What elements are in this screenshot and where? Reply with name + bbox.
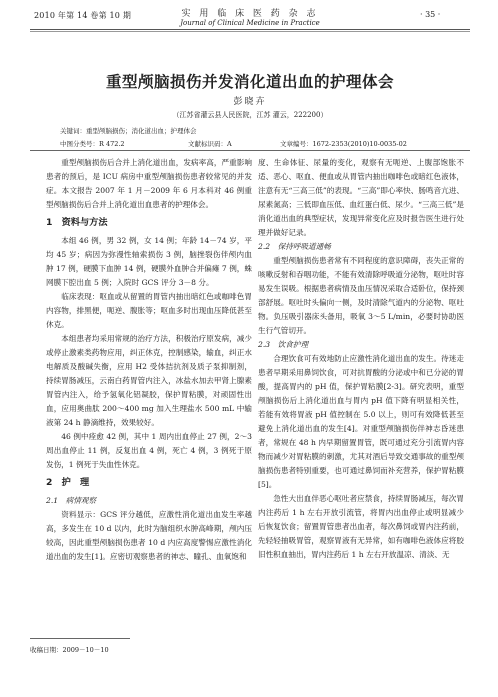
page-number: · 35 · xyxy=(420,10,441,19)
subsection-heading: 2.1 病情观察 xyxy=(46,496,97,505)
meta-rule xyxy=(30,150,470,151)
header-rule-thin xyxy=(30,31,470,32)
journal-name-en: Journal of Clinical Medicine in Practice xyxy=(180,19,320,27)
paragraph: 本组患者均采用常规的治疗方法，积极治疗原发病，减少或停止激素类药物应用，纠正休克，控制感染，输血，纠正水电解质及酸碱失衡，应用 H2 受体拮抗剂及质子泵抑制剂，持续胃肠减压，云南白药胃管内注入，冰盐水加去甲肾上腺素胃管内注入，给予氢氧化铝凝胶，保护胃粘膜，对顽固性出血，应用奥曲肽 200～400 mg 加入生理盐水 500 mL 中输液第 24 h 静滴维持，效果较好。 xyxy=(46,334,252,427)
paragraph: 46 例中痊愈 42 例，其中 1 周内出血停止 27 例，2～3 周出血停止 11 例，反复出血 4 例，死亡 4 例，3 例死于原发伤，1 例死于失血性休克。 xyxy=(46,432,252,469)
paragraph: 资料显示：GCS 评分越低，应激性消化道出血发生率越高，多发生在 10 d 以内，此时为脑组织水肿高峰期，颅内压较高，因此重型颅脑损伤患者 10 d 内应高度警惕应激性消化道出血的发生[1]。应密切观察患者的神志、瞳孔、血氧饱和 xyxy=(46,510,252,561)
subsection-heading: 2.3 饮食护理 xyxy=(258,340,309,349)
journal-name-cn: 实 用 临 床 医 药 杂 志 xyxy=(181,9,319,19)
article-number: 文章编号：1672-2353(2010)10-0035-02 xyxy=(280,140,407,148)
footer-rule xyxy=(30,638,130,639)
header-rule xyxy=(30,29,470,30)
keywords: 关键词：重型颅脑损伤；消化道出血；护理体会 xyxy=(60,127,197,135)
issue-info: 2010 年第 14 卷第 10 期 xyxy=(34,11,132,20)
paragraph: 本组 46 例，男 32 例，女 14 例；年龄 14－74 岁，平均 45 岁；病因为弥漫性轴索损伤 3 例，脑挫裂伤伴颅内血肿 17 例，硬膜下血肿 14 例，硬膜外血肿合并偏瘫 7 例，蛛网膜下腔出血 5 例；入院时 GCS 评分 3－8 分。 xyxy=(46,236,252,287)
document-code: 文献标识码：A xyxy=(188,140,232,148)
paragraph: 重型颅脑损伤患者常有不同程度的意识障碍，丧失正常的咳嗽反射和吞咽功能，不能有效清除呼吸道分泌物，呕吐时容易发生误吸。根据患者病情及血压情况采取合适卧位，保持颈部舒展。呕吐时头偏向一侧，及时清除气道内的分泌物、呕吐物。负压吸引器床头备用，吸氧 3～5 L/min，必要时协助医生行气管切开。 xyxy=(258,256,464,335)
author-affiliation: （江苏省灌云县人民医院，江苏 灌云，222200） xyxy=(172,111,328,119)
paragraph: 合理饮食可有效地防止应激性消化道出血的发生。待迷走患者早期采用鼻饲饮食，可对抗胃酸的分泌或中和已分泌的胃酸，提高胃内的 pH 值，保护胃粘膜[2-3]。研究表明，重型颅脑损伤后上消化道出血与胃内 pH 值下降有明显相关性，若能有效将胃液 pH 值控制在 5.0 以上，则可有效降低甚至避免上消化道出血的发生[4]。对重型颅脑损伤伴神志昏迷患者，常规在 48 h 内早期留置胃管，既可通过充分引流胃内容物而减少对胃粘膜的刺激，尤其对酒后导致交通事故的重型颅脑损伤患者特别重要，也可通过鼻饲而补充营养，保护胃粘膜[5]。 xyxy=(258,354,464,489)
received-date: 收稿日期：2009－10－10 xyxy=(30,646,109,654)
intro-paragraph: 重型颅脑损伤后合并上消化道出血，发病率高，严重影响患者的预后，是 ICU 病房中重型颅脑损伤患者较常见的并发症。本文报告 2007 年 1 月－2009 年 6 月本科对 46 例重型颅脑损伤后合并上消化道出血患者的护理体会。 xyxy=(46,158,252,209)
subsection-heading: 2.2 保持呼吸道通畅 xyxy=(258,242,331,251)
article-author: 彭晓卉 xyxy=(233,97,267,107)
paragraph: 急性大出血伴恶心呕吐者应禁食，持续胃肠减压，每次胃内注药后 1 h 左右开放引流管，将胃内出血停止或明显减少后恢复饮食；留置胃管患者出血者，每次鼻饲或胃内注药前，先轻轻抽吸胃管，观察胃液有无异常，如有咖啡色液体应将胶旧性积血抽出，胃内注药后 1 h 左右开放温凉、清淡、无 xyxy=(258,494,464,559)
clc-number: 中图分类号：R 472.2 xyxy=(60,140,125,148)
article-title: 重型颅脑损伤并发消化道出血的护理体会 xyxy=(105,72,394,91)
right-column xyxy=(258,156,464,562)
left-column xyxy=(46,156,252,564)
section-heading-1: 1 资料与方法 xyxy=(46,217,108,228)
section-heading-2: 2 护 理 xyxy=(46,477,90,488)
paragraph: 度、生命体征、尿量的变化，观察有无呃逆、上腹部饱胀不适、恶心、呕血、便血或从胃管内抽出咖啡色或暗红色液体，注意有无“三高三低”的表现。“三高”即心率快、肠鸣音亢进、尿素氮高；三低即血压低、血红蛋白低、尿少。“三高三低”是消化道出血的典型症状，发现异常变化应及时报告医生进行处理并做好记录。 xyxy=(258,158,464,237)
paragraph: 临床表现：呕血或从留置的胃管内抽出暗红色或咖啡色胃内容物，排黑便，呃逆、腹胀等；呕血多时出现血压降低甚至休克。 xyxy=(46,292,252,329)
